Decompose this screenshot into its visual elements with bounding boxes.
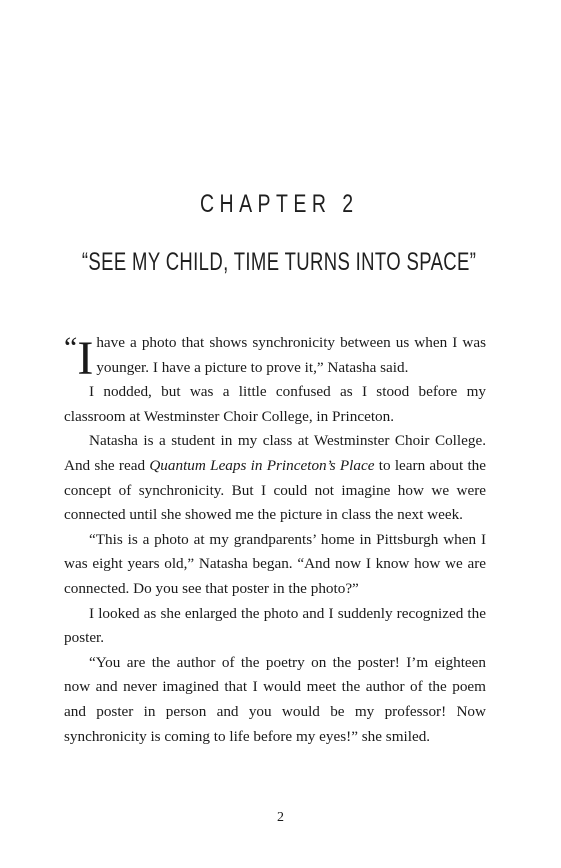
paragraph-3 [64, 429, 486, 527]
opening-quote-mark: “ [64, 331, 76, 364]
paragraph-2: I nodded, but was a little confused as I stood before my classroom at Westminster Choir College, in Princeton. [64, 383, 486, 425]
paragraph-3-after: to learn about the concept of synchronicity. But I could not imagine how we were connected until she showed me the picture in class the next week. [64, 456, 486, 524]
paragraph-6: “You are the author of the poetry on the poster! I’m eighteen now and never imagined that I would meet the author of the poem and poster in person and you would be my professor! Now synchronicity is coming to life before my eyes!” she smiled. [64, 653, 486, 745]
chapter-body [64, 331, 486, 749]
paragraph-1 [64, 331, 486, 385]
paragraph-1-text: have a photo that shows synchronicity between us when I was younger. I have a picture to prove it,” Natasha said. [96, 334, 486, 376]
drop-cap-group [64, 331, 94, 385]
paragraph-4: “This is a photo at my grandparents’ home in Pittsburgh when I was eight years old,” Natasha began. “And now I know how we are connected. Do you see that poster in the photo?” [64, 530, 486, 597]
paragraph-5: I looked as she enlarged the photo and I suddenly recognized the poster. [64, 604, 486, 647]
page-number: 2 [277, 810, 284, 825]
paragraph-3-before: Natasha is a student in my class at Westminster Choir College. And she read [64, 432, 486, 474]
book-title: Quantum Leaps in Princeton’s Place [149, 456, 375, 474]
drop-cap-letter: I [77, 332, 94, 385]
chapter-number: CHAPTER 2 [199, 190, 359, 218]
chapter-title: “SEE MY CHILD, TIME TURNS INTO SPACE” [81, 248, 477, 276]
